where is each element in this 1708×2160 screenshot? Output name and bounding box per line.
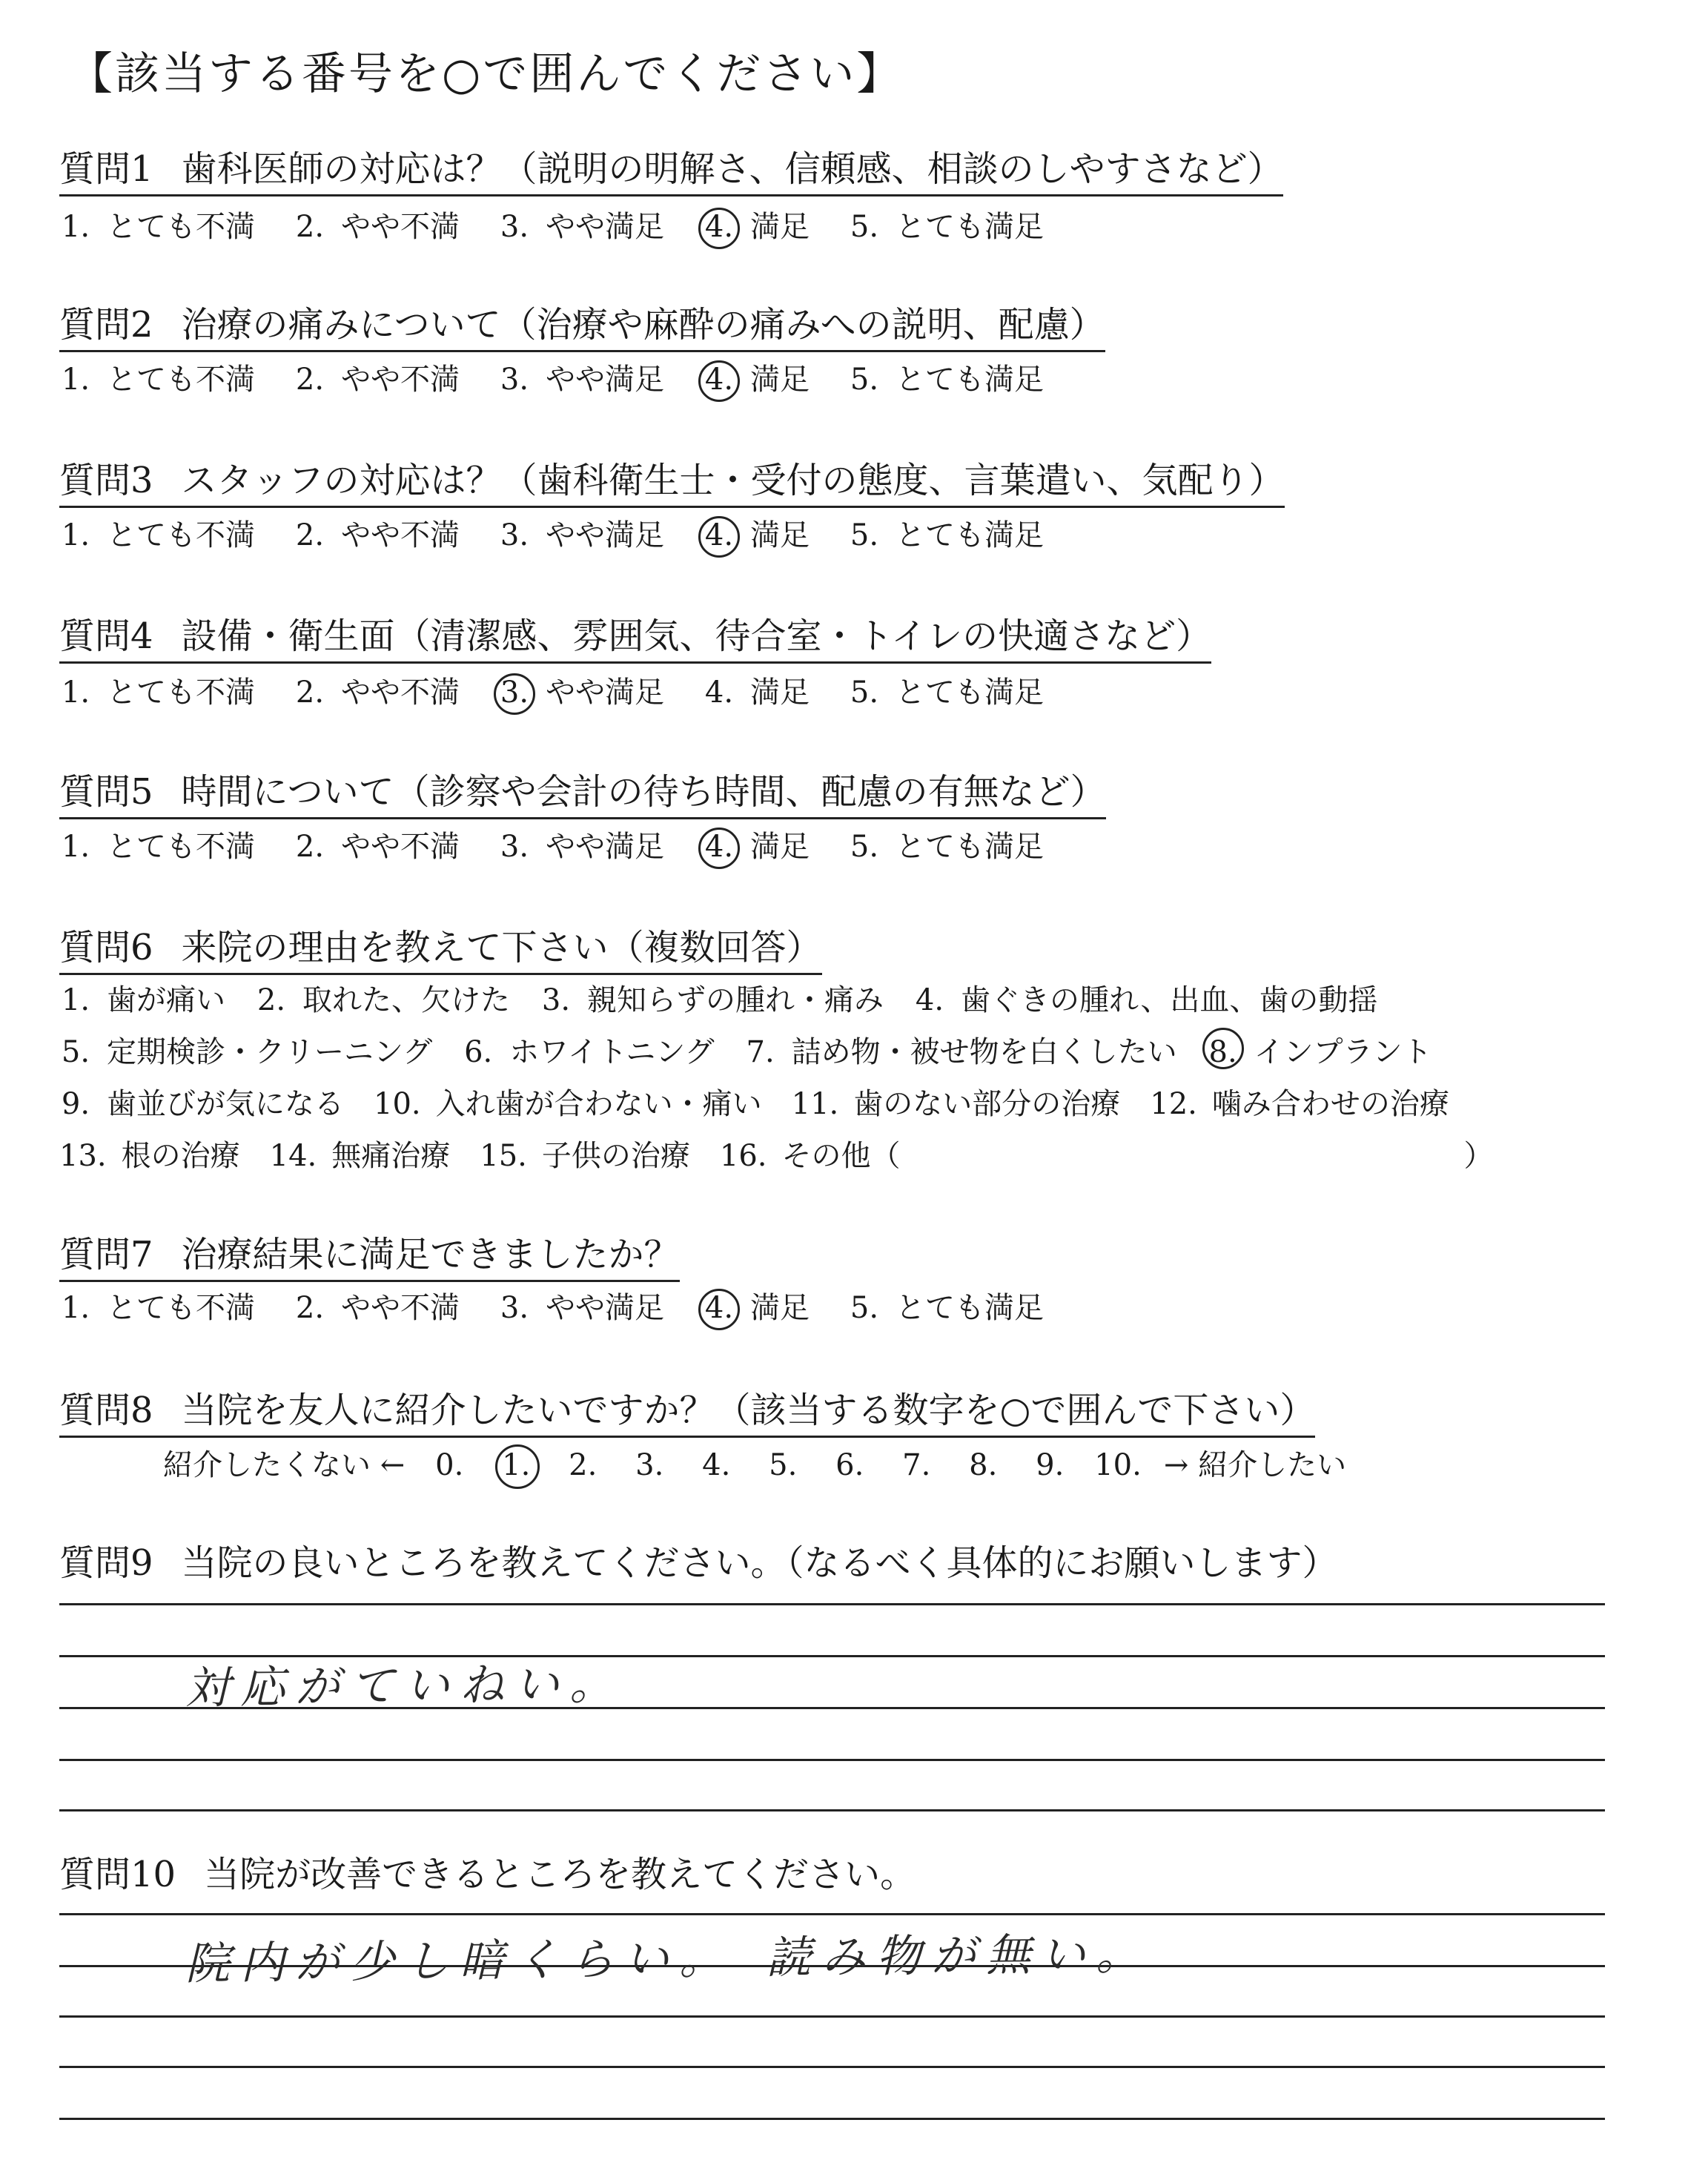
question-10-title: 質問10 当院が改善できるところを教えてください。 xyxy=(59,1854,916,1895)
option-2[interactable]: 2. やや不満 xyxy=(295,1291,460,1325)
reasons-row-4 xyxy=(59,1130,1494,1182)
option-1[interactable]: 1. とても不満 xyxy=(61,518,255,552)
scale-value-2[interactable]: 2. xyxy=(569,1448,598,1482)
reason-6[interactable]: 6. ホワイトニング xyxy=(464,1035,715,1069)
question-5-options xyxy=(59,826,1082,868)
answer-line xyxy=(59,2015,1605,2018)
question-3 xyxy=(59,457,1285,508)
option-2[interactable]: 2. やや不満 xyxy=(295,676,460,710)
reasons-row-3 xyxy=(59,1078,1494,1130)
option-4-selected[interactable]: 4. 満足 xyxy=(703,515,810,556)
question-3-options xyxy=(59,515,1082,556)
question-3-title: 質問3 スタッフの対応は？（歯科衛生士・受付の態度、言葉遣い、気配り） xyxy=(59,457,1285,508)
reason-4[interactable]: 4. 歯ぐきの腫れ、出血、歯の動揺 xyxy=(915,983,1378,1017)
question-7-options xyxy=(59,1287,1082,1329)
reason-11[interactable]: 11. 歯のない部分の治療 xyxy=(791,1087,1121,1121)
question-2-options xyxy=(59,359,1082,400)
option-5[interactable]: 5. とても満足 xyxy=(850,1291,1044,1325)
scale-value-3[interactable]: 3. xyxy=(635,1448,664,1482)
option-4[interactable]: 4. 満足 xyxy=(704,676,810,710)
scale-value-0[interactable]: 0. xyxy=(435,1448,464,1482)
option-3[interactable]: 3. やや満足 xyxy=(500,210,664,244)
question-9-title: 質問9 当院の良いところを教えてください。（なるべく具体的にお願いします） xyxy=(59,1542,1338,1584)
option-2[interactable]: 2. やや不満 xyxy=(295,363,460,397)
option-1[interactable]: 1. とても不満 xyxy=(61,676,255,710)
scale-value-9[interactable]: 9. xyxy=(1036,1448,1065,1482)
question-4-title: 質問4 設備・衛生面（清潔感、雰囲気、待合室・トイレの快適さなど） xyxy=(59,612,1211,664)
option-4-selected[interactable]: 4. 満足 xyxy=(703,826,810,868)
option-2[interactable]: 2. やや不満 xyxy=(295,518,460,552)
option-3[interactable]: 3. やや満足 xyxy=(500,518,664,552)
question-2-title: 質問2 治療の痛みについて（治療や麻酔の痛みへの説明、配慮） xyxy=(59,301,1105,352)
option-3[interactable]: 3. やや満足 xyxy=(500,830,664,864)
page-header: 【該当する番号を○で囲んでください】 xyxy=(68,48,904,100)
reason-8-selected[interactable]: 8. インプラント xyxy=(1207,1026,1432,1078)
handwritten-answer-9[interactable]: 対応がていねい。 xyxy=(185,1657,625,1715)
question-6-options xyxy=(59,974,1494,1182)
answer-line xyxy=(59,1913,1605,1915)
reasons-row-2 xyxy=(59,1026,1494,1078)
reason-13[interactable]: 13. 根の治療 xyxy=(59,1139,240,1173)
option-3-selected[interactable]: 3. やや満足 xyxy=(498,672,664,713)
question-8-title: 質問8 当院を友人に紹介したいですか？（該当する数字を○で囲んで下さい） xyxy=(59,1387,1315,1438)
scale-value-10[interactable]: 10. xyxy=(1094,1448,1142,1482)
question-7-title: 質問7 治療結果に満足できましたか？ xyxy=(59,1231,680,1282)
recommend-scale xyxy=(163,1444,1368,1486)
option-1[interactable]: 1. とても不満 xyxy=(61,210,255,244)
option-5[interactable]: 5. とても満足 xyxy=(850,210,1044,244)
answer-line xyxy=(59,1603,1605,1605)
handwritten-answer-10[interactable]: 院内が少し暗くらい。 読み物が無い。 xyxy=(185,1928,1151,1990)
reason-3[interactable]: 3. 親知らずの腫れ・痛み xyxy=(541,983,884,1017)
scale-value-1-selected[interactable]: 1. xyxy=(494,1444,538,1486)
reason-2[interactable]: 2. 取れた、欠けた xyxy=(256,983,510,1017)
scale-left-label: 紹介したくない ← xyxy=(163,1448,406,1482)
question-1-title: 質問1 歯科医師の対応は？（説明の明解さ、信頼感、相談のしやすさなど） xyxy=(59,145,1283,196)
answer-line xyxy=(59,2118,1605,2120)
answer-line xyxy=(59,2066,1605,2068)
option-3[interactable]: 3. やや満足 xyxy=(500,1291,664,1325)
question-5 xyxy=(59,768,1106,819)
question-4-options xyxy=(59,672,1082,713)
reason-16[interactable]: 16. その他（ xyxy=(719,1139,901,1173)
option-4-selected[interactable]: 4. 満足 xyxy=(703,206,810,248)
scale-value-4[interactable]: 4. xyxy=(702,1448,731,1482)
scale-right-label: → 紹介したい xyxy=(1163,1448,1347,1482)
option-5[interactable]: 5. とても満足 xyxy=(850,676,1044,710)
option-1[interactable]: 1. とても不満 xyxy=(61,830,255,864)
question-9 xyxy=(59,1539,1338,1587)
option-1[interactable]: 1. とても不満 xyxy=(61,363,255,397)
option-4-selected[interactable]: 4. 満足 xyxy=(703,1287,810,1329)
option-2[interactable]: 2. やや不満 xyxy=(295,830,460,864)
reason-9[interactable]: 9. 歯並びが気になる xyxy=(61,1087,344,1121)
question-5-title: 質問5 時間について（診察や会計の待ち時間、配慮の有無など） xyxy=(59,768,1106,819)
scale-value-8[interactable]: 8. xyxy=(969,1448,998,1482)
reason-7[interactable]: 7. 詰め物・被せ物を白くしたい xyxy=(746,1035,1177,1069)
question-1 xyxy=(59,145,1283,196)
reason-15[interactable]: 15. 子供の治療 xyxy=(480,1139,690,1173)
question-8 xyxy=(59,1387,1315,1438)
answer-line xyxy=(59,1809,1605,1811)
option-4-selected[interactable]: 4. 満足 xyxy=(703,359,810,400)
question-10 xyxy=(59,1851,916,1898)
option-3[interactable]: 3. やや満足 xyxy=(500,363,664,397)
option-1[interactable]: 1. とても不満 xyxy=(61,1291,255,1325)
question-7 xyxy=(59,1231,680,1282)
question-6 xyxy=(59,924,822,975)
scale-value-6[interactable]: 6. xyxy=(835,1448,864,1482)
reason-14[interactable]: 14. 無痛治療 xyxy=(269,1139,451,1173)
question-2 xyxy=(59,301,1105,352)
other-close-paren: ） xyxy=(1463,1139,1494,1173)
option-5[interactable]: 5. とても満足 xyxy=(850,518,1044,552)
reason-1[interactable]: 1. 歯が痛い xyxy=(61,983,225,1017)
reason-5[interactable]: 5. 定期検診・クリーニング xyxy=(61,1035,433,1069)
question-4 xyxy=(59,612,1211,664)
option-5[interactable]: 5. とても満足 xyxy=(850,830,1044,864)
option-5[interactable]: 5. とても満足 xyxy=(850,363,1044,397)
option-2[interactable]: 2. やや不満 xyxy=(295,210,460,244)
reason-10[interactable]: 10. 入れ歯が合わない・痛い xyxy=(374,1087,762,1121)
answer-line xyxy=(59,1759,1605,1761)
reasons-row-1 xyxy=(59,974,1494,1026)
scale-value-5[interactable]: 5. xyxy=(769,1448,798,1482)
reason-12[interactable]: 12. 噛み合わせの治療 xyxy=(1150,1087,1449,1121)
question-1-options xyxy=(59,206,1082,248)
question-6-title: 質問6 来院の理由を教えて下さい（複数回答） xyxy=(59,924,822,975)
scale-value-7[interactable]: 7. xyxy=(902,1448,931,1482)
